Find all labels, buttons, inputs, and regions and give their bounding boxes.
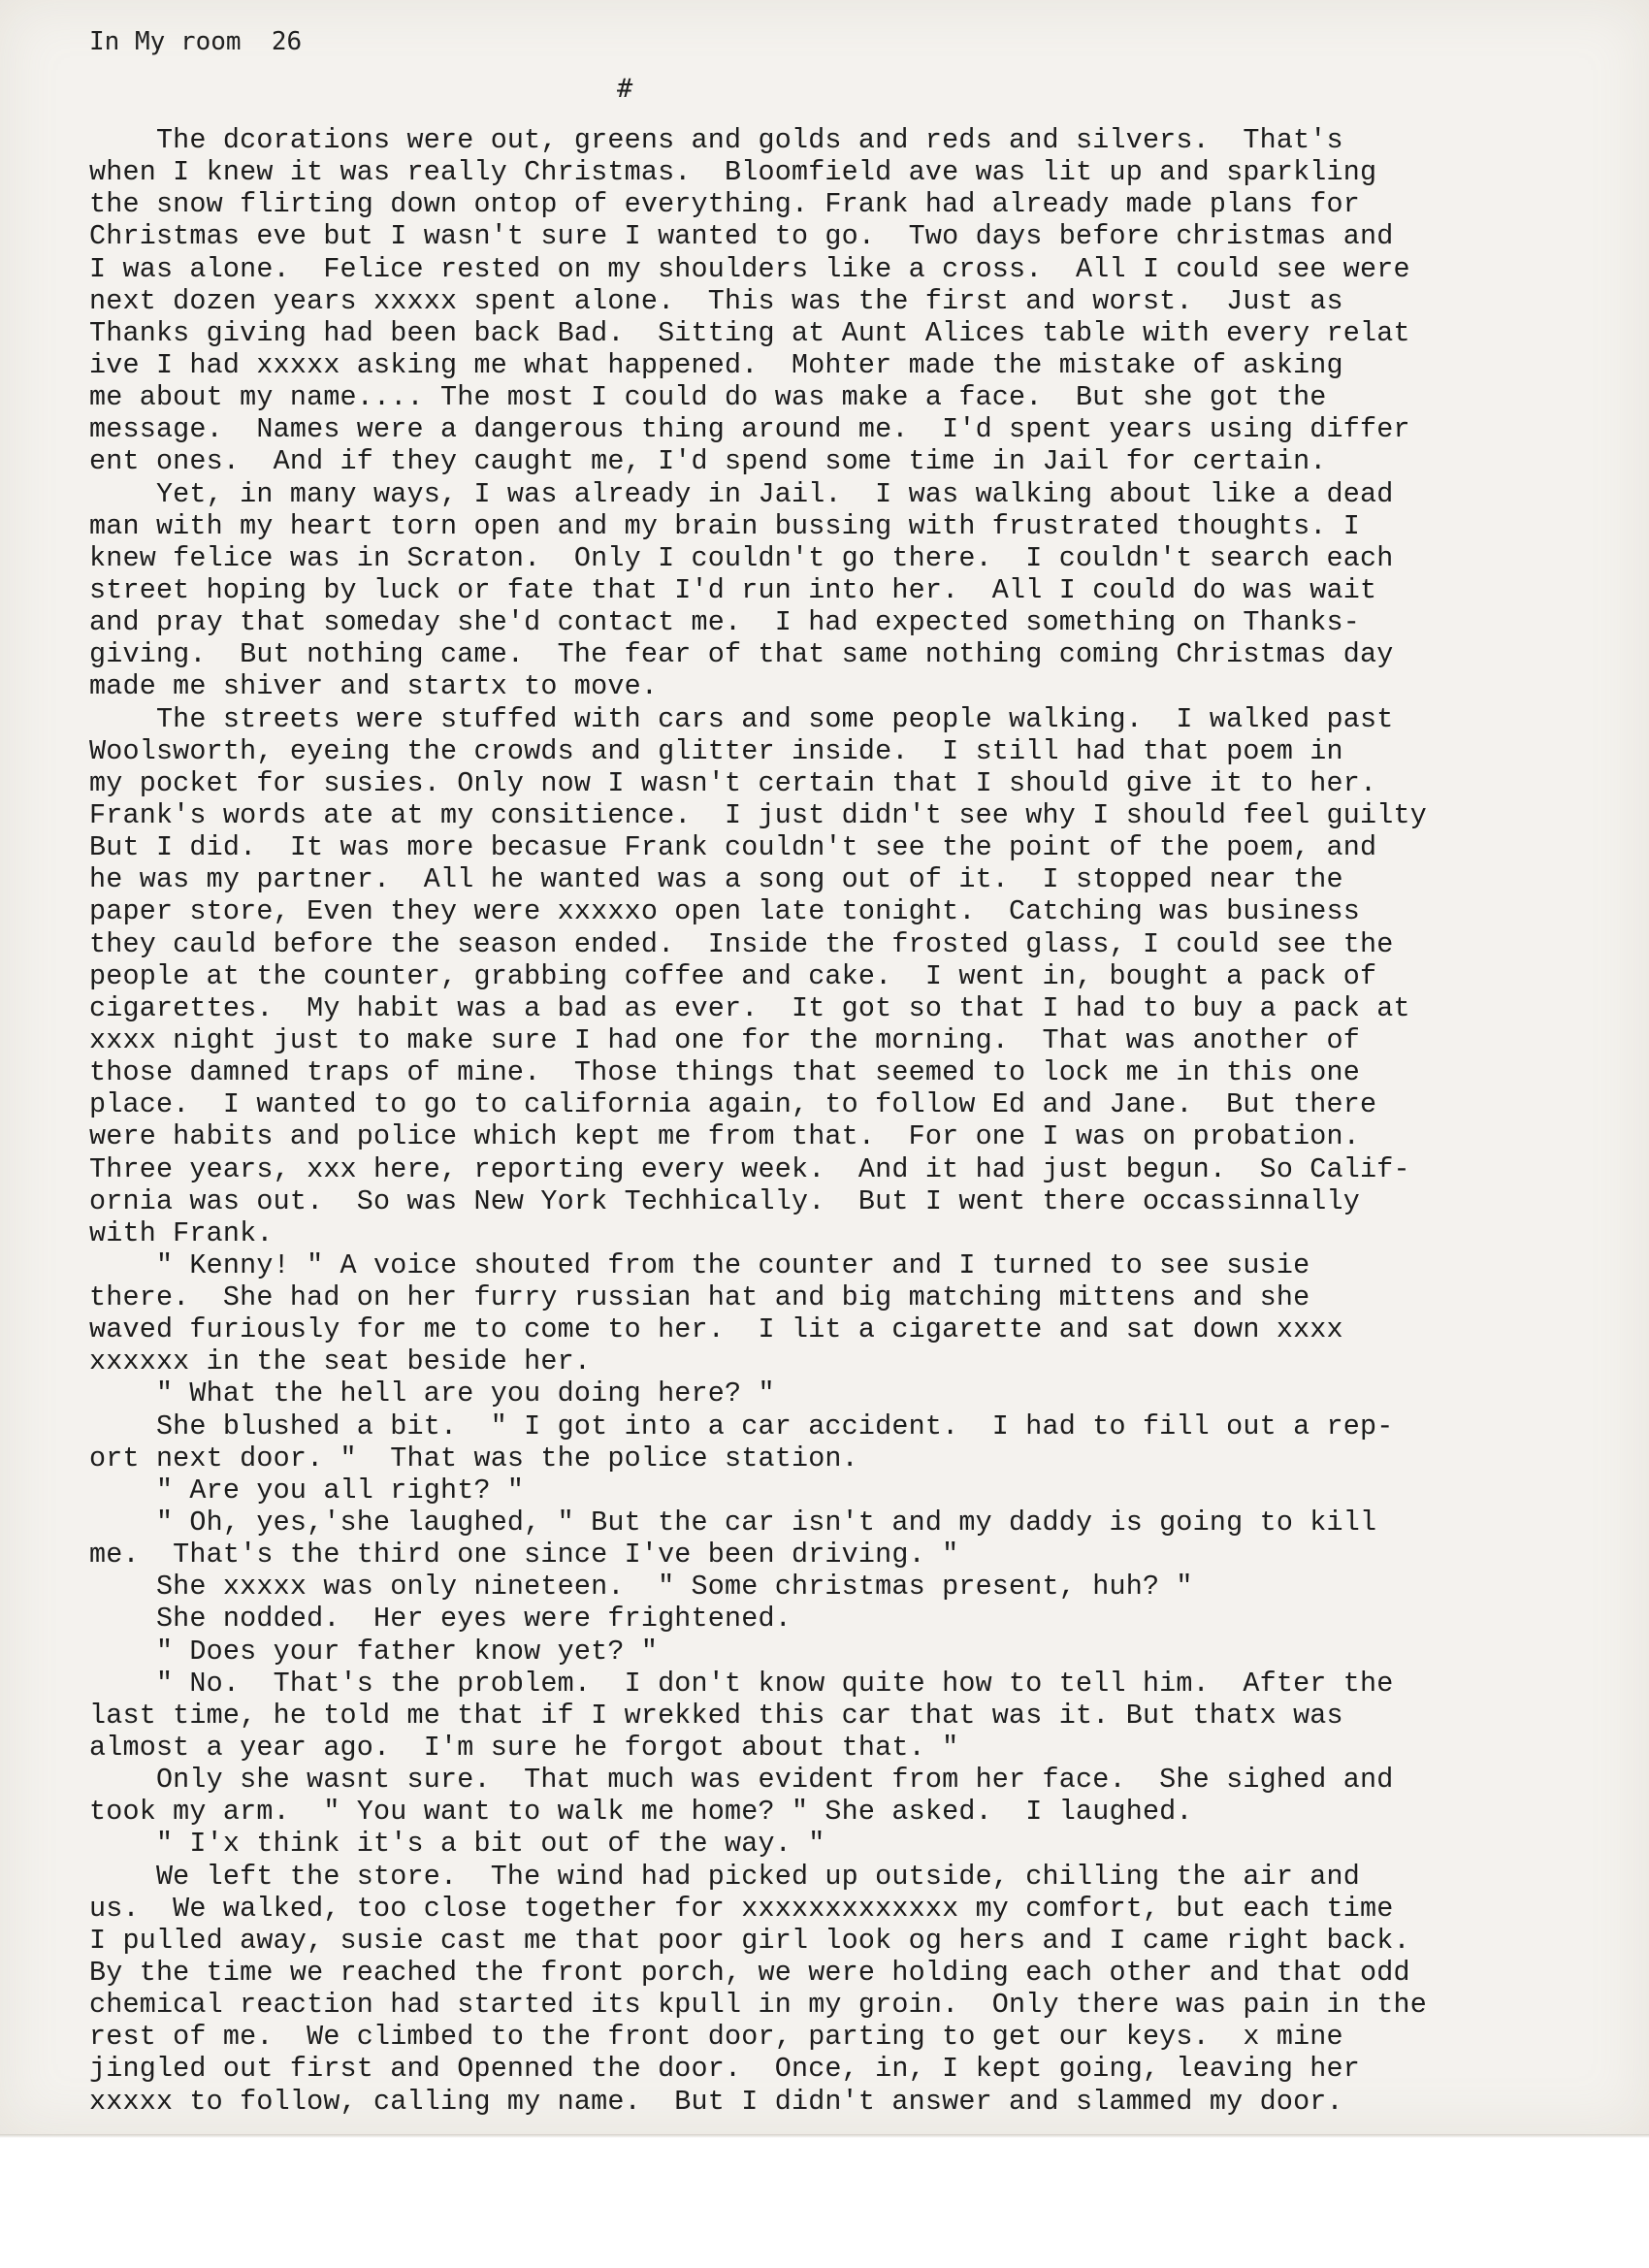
text-line: last time, he told me that if I wrekked this car that was it. But thatx was	[89, 1699, 1343, 1732]
text-line: " Oh, yes,'she laughed, " But the car isn't and my daddy is going to kill	[89, 1507, 1377, 1539]
text-line: me. That's the third one since I've been driving. "	[89, 1539, 959, 1571]
text-line: ort next door. " That was the police station.	[89, 1442, 858, 1474]
text-line: were habits and police which kept me from that. For one I was on probation.	[89, 1120, 1361, 1153]
text-line: We left the store. The wind had picked up outside, chilling the air and	[89, 1860, 1361, 1893]
text-line: man with my heart torn open and my brain bussing with frustrated thoughts. I	[89, 509, 1361, 542]
text-line: took my arm. " You want to walk me home? " She asked. I laughed.	[89, 1796, 1193, 1829]
text-line: ive I had xxxxx asking me what happened. Mohter made the mistake of asking	[89, 348, 1343, 381]
page-header: In My room 26	[89, 27, 303, 56]
text-line: ent ones. And if they caught me, I'd spend some time in Jail for certain.	[89, 445, 1327, 478]
text-line: Yet, in many ways, I was already in Jail. I was walking about like a dead	[89, 477, 1394, 510]
text-line: " Are you all right? "	[89, 1474, 525, 1507]
text-line: next dozen years xxxxx spent alone. This was the first and worst. Just as	[89, 284, 1343, 317]
text-line: people at the counter, grabbing coffee and cake. I went in, bought a pack of	[89, 959, 1377, 992]
text-line: there. She had on her furry russian hat and big matching mittens and she	[89, 1281, 1310, 1314]
text-line: She xxxxx was only nineteen. " Some christmas present, huh? "	[89, 1571, 1193, 1604]
text-line: Only she wasnt sure. That much was evident from her face. She sighed and	[89, 1764, 1394, 1797]
text-line: he was my partner. All he wanted was a song out of it. I stopped near the	[89, 863, 1343, 896]
text-line: my pocket for susies. Only now I wasn't certain that I should give it to her.	[89, 766, 1377, 799]
text-line: Frank's words ate at my consitience. I just didn't see why I should feel guilty	[89, 798, 1427, 831]
text-line: The dcorations were out, greens and golds and reds and silvers. That's	[89, 124, 1343, 156]
text-line: I pulled away, susie cast me that poor girl look og hers and I came right back.	[89, 1924, 1410, 1957]
text-line: Three years, xxx here, reporting every week. And it had just begun. So Calif-	[89, 1152, 1410, 1185]
text-line: cigarettes. My habit was a bad as ever. It got so that I had to buy a pack at	[89, 991, 1410, 1024]
text-line: us. We walked, too close together for xxxxxxxxxxxxx my comfort, but each time	[89, 1892, 1394, 1925]
text-line: and pray that someday she'd contact me. I had expected something on Thanks-	[89, 606, 1361, 639]
text-line: jingled out first and Openned the door. Once, in, I kept going, leaving her	[89, 2053, 1361, 2086]
text-line: the snow flirting down ontop of everything. Frank had already made plans for	[89, 188, 1361, 221]
text-line: " Kenny! " A voice shouted from the counter and I turned to see susie	[89, 1248, 1310, 1281]
typewritten-body	[89, 124, 1641, 2118]
text-line: when I knew it was really Christmas. Bloomfield ave was lit up and sparkling	[89, 156, 1377, 189]
text-line: knew felice was in Scraton. Only I couldn't go there. I couldn't search each	[89, 541, 1394, 574]
text-line: Woolsworth, eyeing the crowds and glitter inside. I still had that poem in	[89, 734, 1343, 767]
text-line: waved furiously for me to come to her. I lit a cigarette and sat down xxxx	[89, 1313, 1343, 1346]
text-line: me about my name.... The most I could do was make a face. But she got the	[89, 381, 1327, 414]
page-edge	[0, 2134, 1649, 2138]
text-line: giving. But nothing came. The fear of that same nothing coming Christmas day	[89, 638, 1394, 671]
text-line: She blushed a bit. " I got into a car accident. I had to fill out a rep-	[89, 1409, 1394, 1442]
text-line: with Frank.	[89, 1216, 274, 1249]
text-line: By the time we reached the front porch, we were holding each other and that odd	[89, 1957, 1410, 1990]
text-line: made me shiver and startx to move.	[89, 670, 659, 703]
text-line: I was alone. Felice rested on my shoulders like a cross. All I could see were	[89, 252, 1410, 285]
text-line: " No. That's the problem. I don't know quite how to tell him. After the	[89, 1667, 1394, 1700]
text-line: xxxxx to follow, calling my name. But I didn't answer and slammed my door.	[89, 2085, 1343, 2118]
section-marker: #	[617, 74, 633, 104]
text-line: Thanks giving had been back Bad. Sitting at Aunt Alices table with every relat	[89, 316, 1410, 349]
text-line: rest of me. We climbed to the front door, parting to get our keys. x mine	[89, 2021, 1343, 2054]
text-line: She nodded. Her eyes were frightened.	[89, 1603, 792, 1636]
text-line: message. Names were a dangerous thing around me. I'd spent years using differ	[89, 413, 1410, 446]
text-line: they cauld before the season ended. Inside the frosted glass, I could see the	[89, 927, 1394, 960]
text-line: Christmas eve but I wasn't sure I wanted to go. Two days before christmas and	[89, 220, 1394, 253]
text-line: street hoping by luck or fate that I'd run into her. All I could do was wait	[89, 573, 1377, 606]
text-line: ornia was out. So was New York Techhically. But I went there occassinnally	[89, 1184, 1361, 1217]
text-line: " Does your father know yet? "	[89, 1635, 659, 1668]
text-line: " I'x think it's a bit out of the way. "	[89, 1828, 825, 1861]
text-line: xxxx night just to make sure I had one for the morning. That was another of	[89, 1023, 1361, 1056]
text-line: paper store, Even they were xxxxxo open late tonight. Catching was business	[89, 895, 1361, 928]
text-line: But I did. It was more becasue Frank couldn't see the point of the poem, and	[89, 831, 1377, 864]
text-line: place. I wanted to go to california again, to follow Ed and Jane. But there	[89, 1088, 1377, 1121]
text-line: " What the hell are you doing here? "	[89, 1377, 775, 1410]
text-line: almost a year ago. I'm sure he forgot about that. "	[89, 1732, 959, 1765]
text-line: those damned traps of mine. Those things that seemed to lock me in this one	[89, 1056, 1361, 1089]
text-line: xxxxxx in the seat beside her.	[89, 1345, 592, 1378]
text-line: chemical reaction had started its kpull in my groin. Only there was pain in the	[89, 1989, 1427, 2022]
text-line: The streets were stuffed with cars and some people walking. I walked past	[89, 702, 1394, 735]
